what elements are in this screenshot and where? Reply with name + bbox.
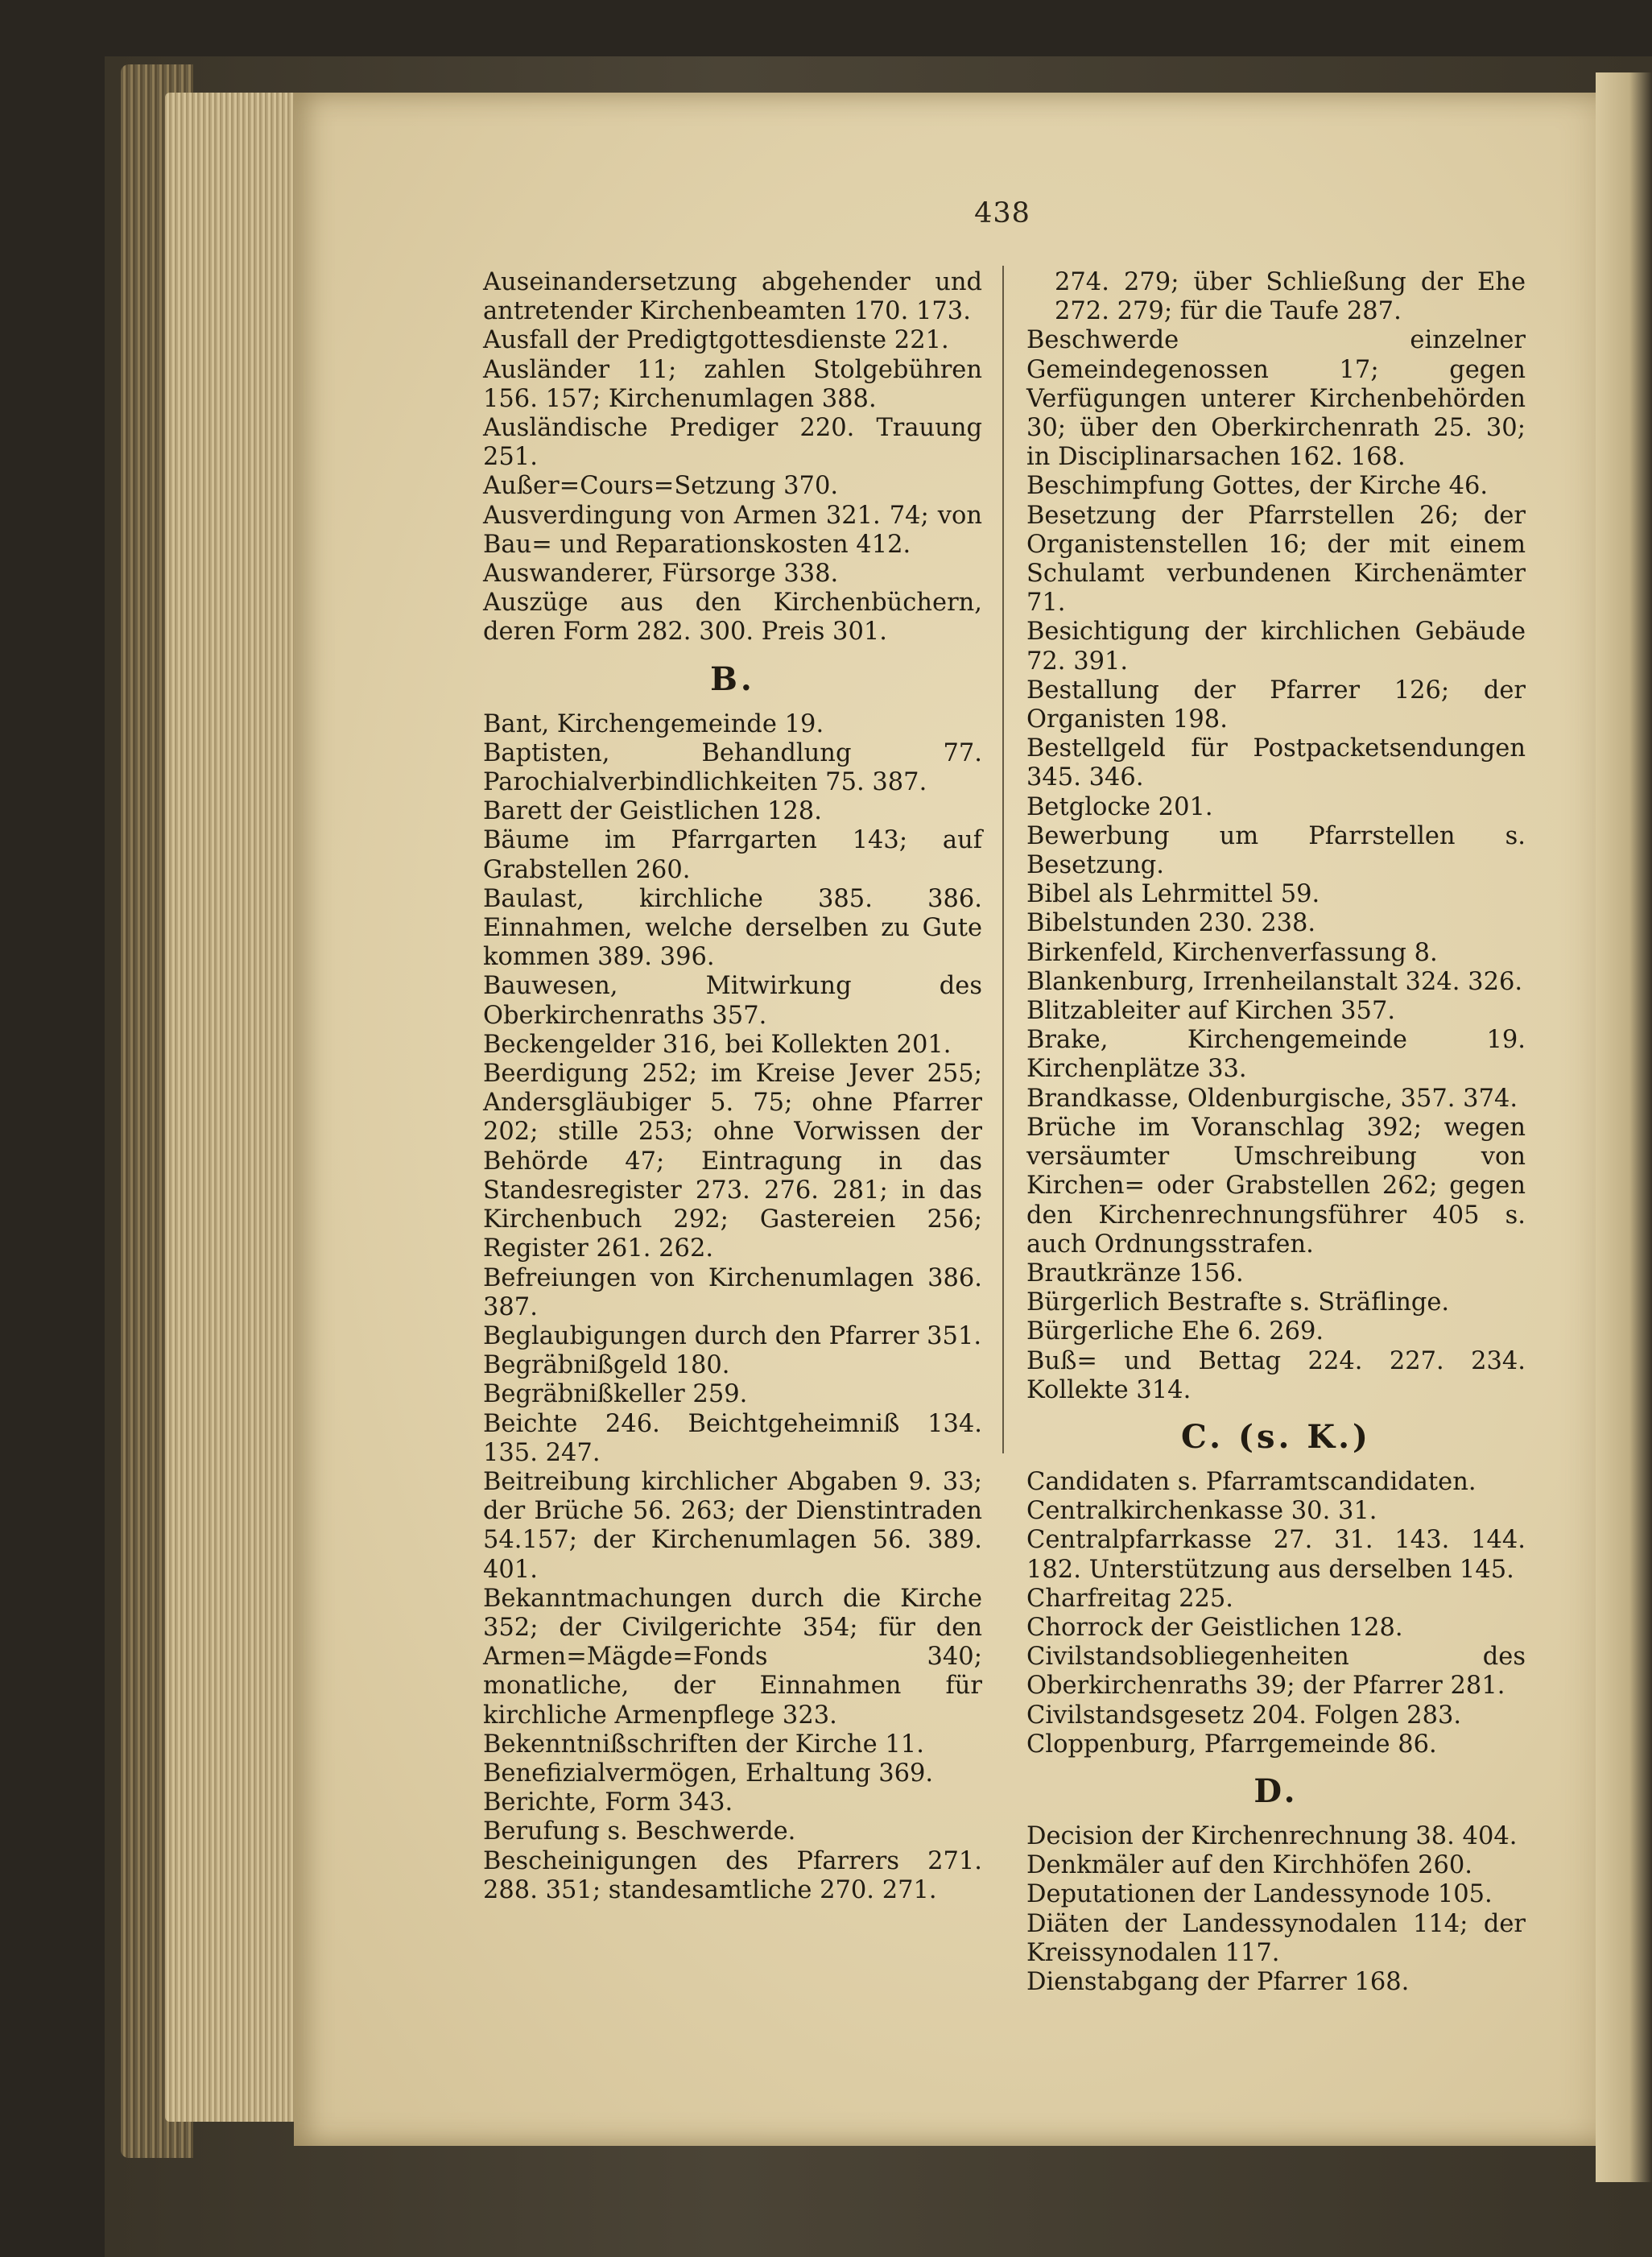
index-column-right — [1026, 268, 1526, 1997]
index-entry: Charfreitag 225. — [1026, 1584, 1233, 1613]
index-entry: 274. 279; über Schließung der Ehe 272. 279; für die Taufe 287. — [1055, 268, 1526, 326]
index-entry: Bewerbung um Pfarrstellen s. Besetzung. — [1026, 821, 1526, 880]
index-entry: Bäume im Pfarrgarten 143; auf Grabstellen 260. — [483, 826, 982, 884]
index-entry: Bescheinigungen des Pfarrers 271. 288. 351; standesamtliche 270. 271. — [483, 1846, 982, 1904]
index-entry: Cloppenburg, Pfarrgemeinde 86. — [1026, 1730, 1437, 1759]
index-column-left — [483, 268, 982, 1905]
index-entry: Beschwerde einzelner Gemeindegenossen 17; gegen Verfügungen unterer Kirchenbehörden 30; über den Oberkirchenrath 25. 30; in Disciplinarsachen 162. 168. — [1026, 326, 1526, 472]
index-entry: Baptisten, Behandlung 77. Parochialverbindlichkeiten 75. 387. — [483, 738, 982, 797]
section-heading: D. — [1253, 1771, 1299, 1810]
index-entry: Chorrock der Geistlichen 128. — [1026, 1613, 1403, 1642]
index-entry: Bürgerlich Bestrafte s. Sträflinge. — [1026, 1288, 1450, 1317]
index-entry: Brandkasse, Oldenburgische, 357. 374. — [1026, 1084, 1518, 1113]
index-entry: Beckengelder 316, bei Kollekten 201. — [483, 1030, 952, 1059]
section-heading: B. — [710, 659, 755, 698]
index-entry: Diäten der Landessynodalen 114; der Kreissynodalen 117. — [1026, 1909, 1526, 1967]
index-entry: Ausländer 11; zahlen Stolgebühren 156. 157; Kirchenumlagen 388. — [483, 355, 982, 413]
index-entry: Besichtigung der kirchlichen Gebäude 72. 391. — [1026, 618, 1526, 676]
index-entry: Dienstabgang der Pfarrer 168. — [1026, 1967, 1410, 1996]
index-entry: Buß= und Bettag 224. 227. 234. Kollekte 314. — [1026, 1346, 1526, 1404]
column-divider — [1002, 266, 1004, 1453]
index-entry: Blankenburg, Irrenheilanstalt 324. 326. — [1026, 967, 1523, 996]
index-entry: Auswanderer, Fürsorge 338. — [483, 560, 839, 589]
index-entry: Berichte, Form 343. — [483, 1788, 733, 1817]
index-entry: Bekenntnißschriften der Kirche 11. — [483, 1730, 924, 1759]
index-entry: Beschimpfung Gottes, der Kirche 46. — [1026, 472, 1489, 501]
index-entry: Birkenfeld, Kirchenverfassung 8. — [1026, 938, 1438, 967]
section-heading: C. (s. K.) — [1181, 1417, 1371, 1456]
index-entry: Brautkränze 156. — [1026, 1259, 1244, 1288]
index-entry: Betglocke 201. — [1026, 792, 1213, 821]
index-entry: Bestallung der Pfarrer 126; der Organisten 198. — [1026, 676, 1526, 734]
index-entry: Barett der Geistlichen 128. — [483, 797, 822, 826]
index-entry: Baulast, kirchliche 385. 386. Einnahmen, welche derselben zu Gute kommen 389. 396. — [483, 884, 982, 972]
index-entry: Begräbnißgeld 180. — [483, 1351, 730, 1380]
page-number: 438 — [974, 197, 1030, 229]
index-entry: Blitzableiter auf Kirchen 357. — [1026, 997, 1396, 1026]
index-entry: Besetzung der Pfarrstellen 26; der Organistenstellen 16; der mit einem Schulamt verbundenen Kirchenämter 71. — [1026, 501, 1526, 618]
index-entry: Ausverdingung von Armen 321. 74; von Bau= und Reparationskosten 412. — [483, 501, 982, 559]
index-entry: Befreiungen von Kirchenumlagen 386. 387. — [483, 1263, 982, 1321]
index-entry: Benefizialvermögen, Erhaltung 369. — [483, 1759, 934, 1788]
index-entry: Deputationen der Landessynode 105. — [1026, 1880, 1493, 1909]
index-entry: Brake, Kirchengemeinde 19. Kirchenplätze 33. — [1026, 1026, 1526, 1084]
index-entry: Berufung s. Beschwerde. — [483, 1817, 796, 1846]
index-entry: Candidaten s. Pfarramtscandidaten. — [1026, 1467, 1476, 1496]
index-entry: Beglaubigungen durch den Pfarrer 351. — [483, 1321, 982, 1350]
index-entry: Centralpfarrkasse 27. 31. 143. 144. 182. Unterstützung aus derselben 145. — [1026, 1526, 1526, 1584]
index-entry: Auszüge aus den Kirchenbüchern, deren Form 282. 300. Preis 301. — [483, 589, 982, 647]
index-entry: Brüche im Voranschlag 392; wegen versäumter Umschreibung von Kirchen= oder Grabstellen 262; gegen den Kirchenrechnungsführer 405 s. auch Ordnungsstrafen. — [1026, 1113, 1526, 1259]
index-entry: Begräbnißkeller 259. — [483, 1380, 748, 1409]
index-entry: Bibelstunden 230. 238. — [1026, 909, 1316, 938]
index-entry: Außer=Cours=Setzung 370. — [483, 472, 839, 501]
index-entry: Civilstandsgesetz 204. Folgen 283. — [1026, 1701, 1462, 1730]
page-stack — [165, 93, 306, 2122]
index-entry: Decision der Kirchenrechnung 38. 404. — [1026, 1821, 1518, 1850]
index-entry: Bekanntmachungen durch die Kirche 352; der Civilgerichte 354; für den Armen=Mägde=Fonds 340; monatliche, der Einnahmen für kirchliche Armenpflege 323. — [483, 1584, 982, 1730]
index-entry: Centralkirchenkasse 30. 31. — [1026, 1497, 1377, 1526]
index-entry: Bestellgeld für Postpacketsendungen 345. 346. — [1026, 734, 1526, 792]
index-entry: Auseinandersetzung abgehender und antretender Kirchenbeamten 170. 173. — [483, 268, 982, 326]
index-entry: Ausfall der Predigtgottesdienste 221. — [483, 326, 949, 355]
index-entry: Bant, Kirchengemeinde 19. — [483, 709, 824, 738]
index-entry: Civilstandsobliegenheiten des Oberkirchenraths 39; der Pfarrer 281. — [1026, 1643, 1526, 1701]
index-entry: Beichte 246. Beichtgeheimniß 134. 135. 247. — [483, 1409, 982, 1467]
index-entry: Bibel als Lehrmittel 59. — [1026, 880, 1320, 909]
index-entry: Denkmäler auf den Kirchhöfen 260. — [1026, 1851, 1472, 1880]
index-entry: Ausländische Prediger 220. Trauung 251. — [483, 414, 982, 472]
index-entry: Beerdigung 252; im Kreise Jever 255; Andersgläubiger 5. 75; ohne Pfarrer 202; stille 253; ohne Vorwissen der Behörde 47; Eintragung in das Standesregister 273. 276. 281; in das Kirchenbuch 292; Gastereien 256; Register 261. 262. — [483, 1060, 982, 1263]
index-entry: Bauwesen, Mitwirkung des Oberkirchenraths 357. — [483, 972, 982, 1030]
book-gutter — [1596, 72, 1652, 2182]
index-entry: Bürgerliche Ehe 6. 269. — [1026, 1317, 1324, 1346]
index-entry: Beitreibung kirchlicher Abgaben 9. 33; der Brüche 56. 263; der Dienstintraden 54.157; der Kirchenumlagen 56. 389. 401. — [483, 1467, 982, 1584]
